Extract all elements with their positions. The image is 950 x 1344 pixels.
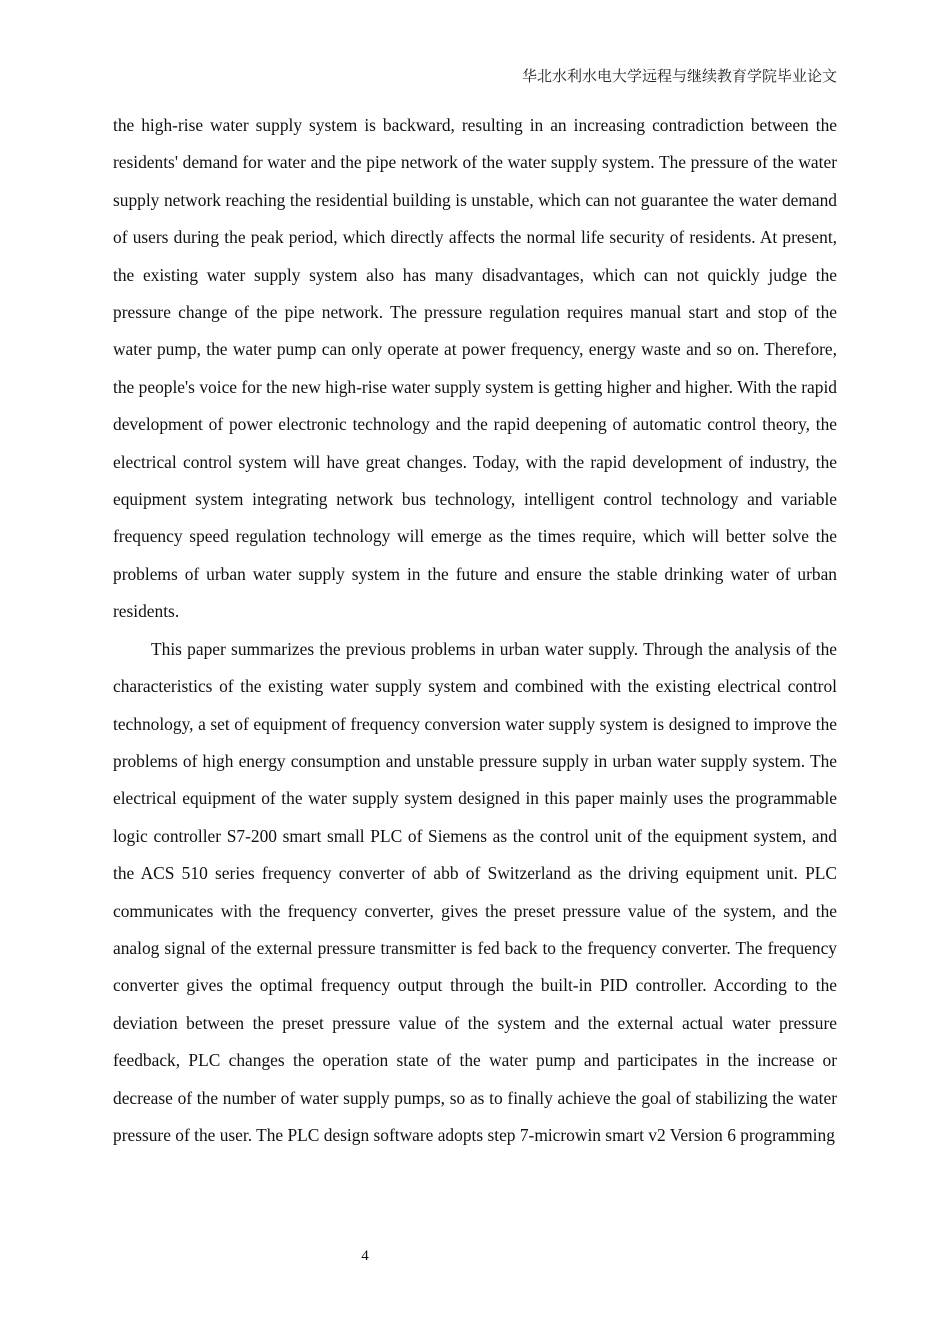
paragraph-continuation: the high-rise water supply system is backward, resulting in an increasing contradiction between the residents' demand for water and the pipe network of the water supply system. The pressure of the water supply network reaching the residential building is unstable, which can not guarantee the water demand of users during the peak period, which directly affects the normal life security of residents. At present, the existing water supply system also has many disadvantages, which can not quickly judge the pressure change of the pipe network. The pressure regulation requires manual start and stop of the water pump, the water pump can only operate at power frequency, energy waste and so on. Therefore, the people's voice for the new high-rise water supply system is getting higher and higher. With the rapid development of power electronic technology and the rapid deepening of automatic control theory, the electrical control system will have great changes. Today, with the rapid development of industry, the equipment system integrating network bus technology, intelligent control technology and variable frequency speed regulation technology will emerge as the times require, which will better solve the problems of urban water supply system in the future and ensure the stable drinking water of urban residents. — [113, 115, 837, 622]
paragraph-summary: This paper summarizes the previous problems in urban water supply. Through the analysis of the characteristics of the existing water supply system and combined with the existing electrical control technology, a set of equipment of frequency conversion water supply system is designed to improve the problems of high energy consumption and unstable pressure supply in urban water supply system. The electrical equipment of the water supply system designed in this paper mainly uses the programmable logic controller S7-200 smart small PLC of Siemens as the control unit of the equipment system, and the ACS 510 series frequency converter of abb of Switzerland as the driving equipment unit. PLC communicates with the frequency converter, gives the preset pressure value of the system, and the analog signal of the external pressure transmitter is fed back to the frequency converter. The frequency converter gives the optimal frequency output through the built-in PID controller. According to the deviation between the preset pressure value of the system and the external actual water pressure feedback, PLC changes the operation state of the water pump and participates in the increase or decrease of the number of water supply pumps, so as to finally achieve the goal of stabilizing the water pressure of the user. The PLC design software adopts step 7-microwin smart v2 Version 6 programming — [113, 638, 837, 1145]
header-divider — [113, 94, 837, 95]
page-header: 华北水利水电大学远程与继续教育学院毕业论文 — [521, 67, 837, 85]
document-body — [113, 107, 837, 1154]
page-number: 4 — [361, 1248, 369, 1264]
